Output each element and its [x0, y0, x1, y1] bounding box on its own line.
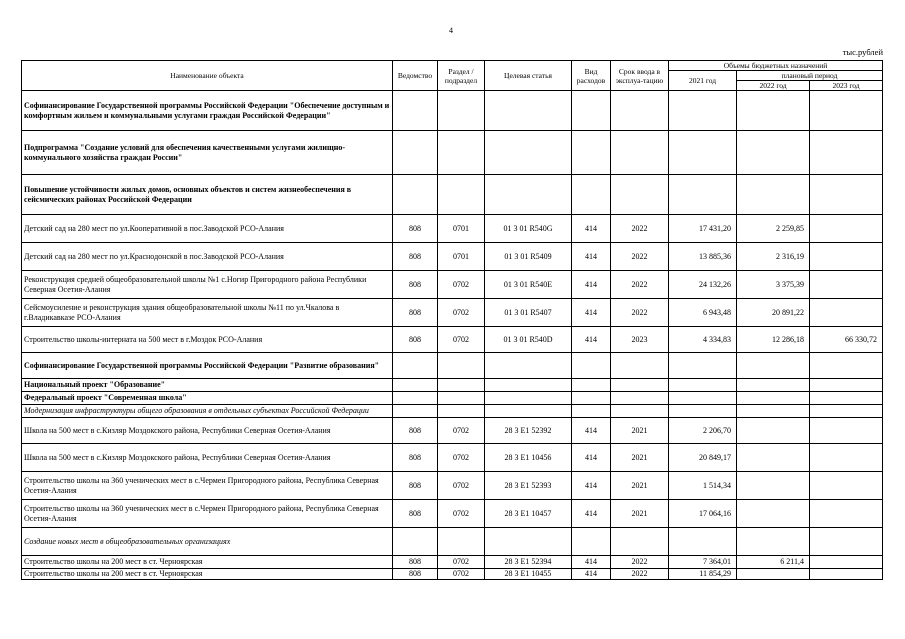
cell-target: 01 3 01 R540E	[485, 271, 572, 299]
table-header	[22, 61, 883, 91]
cell-2022	[737, 175, 810, 215]
table-row	[22, 392, 883, 405]
col-2023-header: 2023 год	[810, 81, 883, 91]
cell-2021: 17 064,16	[669, 500, 737, 528]
cell-expense-type	[572, 405, 611, 418]
cell-agency	[393, 91, 438, 131]
col-volumes-header: Объемы бюджетных назначений	[669, 61, 883, 71]
cell-2021	[669, 175, 737, 215]
cell-target	[485, 392, 572, 405]
table-row	[22, 500, 883, 528]
cell-term: 2022	[611, 569, 669, 580]
cell-name: Школа на 500 мест в с.Кизляр Моздокского района, Республики Северная Осетия-Алания	[22, 418, 393, 444]
cell-2022: 12 286,18	[737, 327, 810, 353]
cell-section: 0702	[438, 556, 485, 569]
cell-2023	[810, 405, 883, 418]
cell-target	[485, 353, 572, 379]
cell-target	[485, 405, 572, 418]
cell-target: 01 3 01 R540D	[485, 327, 572, 353]
cell-2023	[810, 418, 883, 444]
cell-agency	[393, 131, 438, 175]
cell-2021	[669, 91, 737, 131]
cell-target: 28 3 E1 10456	[485, 444, 572, 472]
cell-expense-type: 414	[572, 556, 611, 569]
cell-agency: 808	[393, 271, 438, 299]
cell-name: Строительство школы на 200 мест в ст. Черноярская	[22, 569, 393, 580]
cell-expense-type: 414	[572, 243, 611, 271]
cell-2021: 17 431,20	[669, 215, 737, 243]
cell-2022: 20 891,22	[737, 299, 810, 327]
table-row	[22, 379, 883, 392]
cell-name: Школа на 500 мест в с.Кизляр Моздокского района, Республики Северная Осетия-Алания	[22, 444, 393, 472]
cell-term: 2022	[611, 243, 669, 271]
col-name-header: Наименование объекта	[22, 61, 393, 91]
table-row	[22, 175, 883, 215]
table-row	[22, 472, 883, 500]
cell-agency	[393, 405, 438, 418]
cell-term: 2022	[611, 556, 669, 569]
cell-2023	[810, 353, 883, 379]
cell-2022: 2 316,19	[737, 243, 810, 271]
cell-section	[438, 379, 485, 392]
table-body	[22, 91, 883, 580]
page-number: 4	[449, 26, 453, 35]
cell-term: 2022	[611, 215, 669, 243]
cell-section	[438, 175, 485, 215]
cell-2021: 4 334,83	[669, 327, 737, 353]
cell-term	[611, 91, 669, 131]
cell-name: Модернизация инфраструктуры общего образования в отдельных субъектах Российской Федерации	[22, 405, 393, 418]
cell-2022	[737, 392, 810, 405]
cell-2023	[810, 528, 883, 556]
cell-name: Строительство школы на 200 мест в ст. Черноярская	[22, 556, 393, 569]
cell-2023	[810, 556, 883, 569]
cell-name: Федеральный проект "Современная школа"	[22, 392, 393, 405]
cell-2021	[669, 353, 737, 379]
cell-2021: 6 943,48	[669, 299, 737, 327]
table-row	[22, 569, 883, 580]
cell-section	[438, 353, 485, 379]
cell-2022: 6 211,4	[737, 556, 810, 569]
cell-target: 01 3 01 R540G	[485, 215, 572, 243]
cell-name: Создание новых мест в общеобразовательных организациях	[22, 528, 393, 556]
cell-name: Реконструкция средней общеобразовательной школы №1 с.Ногир Пригородного района Республики Северная Осетия-Алания	[22, 271, 393, 299]
cell-agency: 808	[393, 472, 438, 500]
cell-name: Строительство школы на 360 ученических мест в с.Чермен Пригородного района, Республика Северная Осетия-Алания	[22, 500, 393, 528]
cell-2021	[669, 379, 737, 392]
cell-expense-type: 414	[572, 444, 611, 472]
col-target-header: Целевая статья	[485, 61, 572, 91]
cell-section: 0701	[438, 215, 485, 243]
cell-term	[611, 379, 669, 392]
budget-table	[21, 60, 883, 580]
col-2021-header: 2021 год	[669, 71, 737, 91]
cell-name: Строительство школы на 360 ученических мест в с.Чермен Пригородного района, Республика Северная Осетия-Алания	[22, 472, 393, 500]
cell-2021: 1 514,34	[669, 472, 737, 500]
cell-2021	[669, 131, 737, 175]
col-term-header: Срок ввода в эксплуа-тацию	[611, 61, 669, 91]
cell-section: 0702	[438, 472, 485, 500]
cell-2023	[810, 569, 883, 580]
cell-expense-type: 414	[572, 500, 611, 528]
cell-name: Софинансирование Государственной программы Российской Федерации "Обеспечение доступным и комфортным жильем и коммунальными услугами граждан Российской Федерации"	[22, 91, 393, 131]
cell-name: Подпрограмма "Создание условий для обеспечения качественными услугами жилищно-коммунального хозяйства граждан России"	[22, 131, 393, 175]
cell-term: 2022	[611, 299, 669, 327]
cell-target	[485, 131, 572, 175]
table-row	[22, 215, 883, 243]
cell-section	[438, 131, 485, 175]
cell-section: 0701	[438, 243, 485, 271]
cell-expense-type	[572, 528, 611, 556]
cell-expense-type: 414	[572, 569, 611, 580]
table-row	[22, 131, 883, 175]
cell-section	[438, 405, 485, 418]
cell-expense-type	[572, 175, 611, 215]
cell-2023: 66 330,72	[810, 327, 883, 353]
col-section-header: Раздел / подраздел	[438, 61, 485, 91]
cell-2022	[737, 353, 810, 379]
cell-2022	[737, 91, 810, 131]
col-agency-header: Ведомство	[393, 61, 438, 91]
cell-target: 28 3 E1 10457	[485, 500, 572, 528]
cell-2022	[737, 444, 810, 472]
table-row	[22, 353, 883, 379]
cell-section: 0702	[438, 299, 485, 327]
cell-agency: 808	[393, 327, 438, 353]
cell-agency	[393, 392, 438, 405]
cell-expense-type: 414	[572, 299, 611, 327]
col-2022-header: 2022 год	[737, 81, 810, 91]
table-row	[22, 418, 883, 444]
cell-2022	[737, 379, 810, 392]
cell-agency: 808	[393, 215, 438, 243]
cell-name: Сейсмоусиление и реконструкция здания общеобразовательной школы №11 по ул.Чкалова в г.Владикавказе РСО-Алания	[22, 299, 393, 327]
cell-target: 28 3 E1 52393	[485, 472, 572, 500]
cell-2022: 3 375,39	[737, 271, 810, 299]
cell-2021: 24 132,26	[669, 271, 737, 299]
cell-2021	[669, 405, 737, 418]
cell-target	[485, 379, 572, 392]
cell-agency: 808	[393, 569, 438, 580]
cell-agency	[393, 175, 438, 215]
cell-agency	[393, 528, 438, 556]
cell-2022: 2 259,85	[737, 215, 810, 243]
cell-2023	[810, 271, 883, 299]
cell-term: 2021	[611, 418, 669, 444]
cell-target: 28 3 E1 52394	[485, 556, 572, 569]
table-row	[22, 556, 883, 569]
cell-2022	[737, 472, 810, 500]
cell-2023	[810, 299, 883, 327]
cell-expense-type: 414	[572, 215, 611, 243]
cell-2022	[737, 418, 810, 444]
cell-term	[611, 392, 669, 405]
cell-2023	[810, 243, 883, 271]
cell-name: Детский сад на 280 мест по ул.Кооперативной в пос.Заводской РСО-Алания	[22, 215, 393, 243]
cell-term	[611, 405, 669, 418]
cell-target	[485, 91, 572, 131]
table-row	[22, 91, 883, 131]
table-row	[22, 299, 883, 327]
cell-2022	[737, 500, 810, 528]
cell-agency: 808	[393, 299, 438, 327]
cell-2023	[810, 215, 883, 243]
cell-expense-type	[572, 131, 611, 175]
cell-section	[438, 392, 485, 405]
col-expense-type-header: Вид расходов	[572, 61, 611, 91]
cell-section: 0702	[438, 418, 485, 444]
cell-2021	[669, 528, 737, 556]
cell-agency	[393, 379, 438, 392]
cell-2023	[810, 175, 883, 215]
cell-2021	[669, 392, 737, 405]
cell-expense-type: 414	[572, 327, 611, 353]
cell-agency: 808	[393, 500, 438, 528]
cell-2023	[810, 392, 883, 405]
cell-2021: 7 364,01	[669, 556, 737, 569]
table-row	[22, 327, 883, 353]
cell-2023	[810, 131, 883, 175]
cell-agency: 808	[393, 243, 438, 271]
cell-2023	[810, 379, 883, 392]
cell-term	[611, 131, 669, 175]
cell-2022	[737, 528, 810, 556]
cell-target	[485, 175, 572, 215]
cell-name: Детский сад на 280 мест по ул.Краснодонской в пос.Заводской РСО-Алания	[22, 243, 393, 271]
cell-agency: 808	[393, 556, 438, 569]
table-row	[22, 528, 883, 556]
table-row	[22, 243, 883, 271]
cell-2021: 13 885,36	[669, 243, 737, 271]
table-row	[22, 271, 883, 299]
cell-section	[438, 528, 485, 556]
cell-target	[485, 528, 572, 556]
cell-2021: 11 854,29	[669, 569, 737, 580]
cell-expense-type	[572, 392, 611, 405]
cell-expense-type: 414	[572, 418, 611, 444]
table-row	[22, 444, 883, 472]
cell-section: 0702	[438, 500, 485, 528]
cell-section: 0702	[438, 444, 485, 472]
cell-expense-type	[572, 91, 611, 131]
units-label: тыс.рублей	[842, 47, 883, 57]
cell-expense-type	[572, 353, 611, 379]
cell-term: 2021	[611, 500, 669, 528]
cell-target: 28 3 E1 10455	[485, 569, 572, 580]
cell-expense-type: 414	[572, 472, 611, 500]
cell-name: Национальный проект "Образование"	[22, 379, 393, 392]
cell-2022	[737, 131, 810, 175]
cell-term: 2022	[611, 271, 669, 299]
cell-agency	[393, 353, 438, 379]
cell-term	[611, 528, 669, 556]
cell-target: 01 3 01 R5407	[485, 299, 572, 327]
cell-name: Софинансирование Государственной программы Российской Федерации "Развитие образования"	[22, 353, 393, 379]
cell-term	[611, 353, 669, 379]
table-row	[22, 405, 883, 418]
cell-2021: 2 206,70	[669, 418, 737, 444]
cell-agency: 808	[393, 418, 438, 444]
cell-term: 2023	[611, 327, 669, 353]
cell-2023	[810, 444, 883, 472]
cell-2022	[737, 569, 810, 580]
cell-term: 2021	[611, 472, 669, 500]
cell-agency: 808	[393, 444, 438, 472]
cell-2023	[810, 472, 883, 500]
cell-expense-type	[572, 379, 611, 392]
cell-2023	[810, 91, 883, 131]
cell-name: Строительство школы-интерната на 500 мест в г.Моздок РСО-Алания	[22, 327, 393, 353]
cell-term	[611, 175, 669, 215]
cell-expense-type: 414	[572, 271, 611, 299]
cell-2023	[810, 500, 883, 528]
cell-name: Повышение устойчивости жилых домов, основных объектов и систем жизнеобеспечения в сейсмических районах Российской Федерации	[22, 175, 393, 215]
col-planned-header: плановый период	[737, 71, 883, 81]
cell-section: 0702	[438, 271, 485, 299]
cell-term: 2021	[611, 444, 669, 472]
cell-section: 0702	[438, 327, 485, 353]
cell-2021: 20 849,17	[669, 444, 737, 472]
cell-2022	[737, 405, 810, 418]
cell-target: 01 3 01 R5409	[485, 243, 572, 271]
cell-section: 0702	[438, 569, 485, 580]
cell-target: 28 3 E1 52392	[485, 418, 572, 444]
cell-section	[438, 91, 485, 131]
